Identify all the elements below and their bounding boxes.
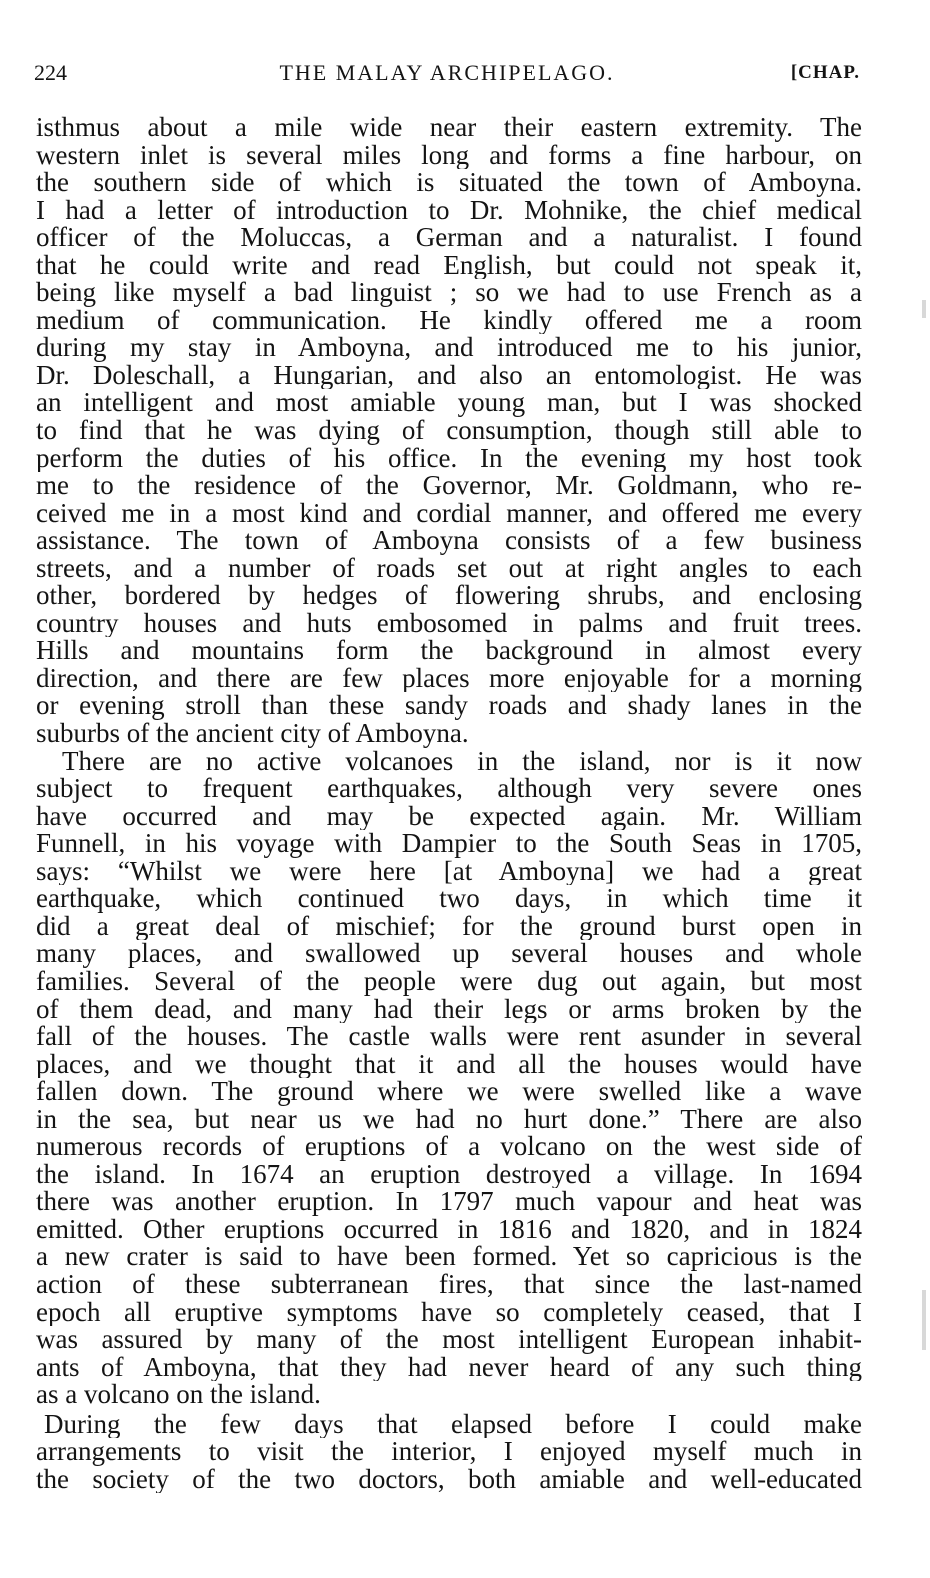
- text-line: a new crater is said to have been formed. Yet so capricious is the: [36, 1243, 862, 1271]
- text-line: says: “Whilst we were here [at Amboyna] we had a great: [36, 857, 862, 886]
- text-line: ceived me in a most kind and cordial manner, and offered me every: [36, 499, 862, 528]
- text-line: the island. In 1674 an eruption destroyed a village. In 1694: [36, 1160, 862, 1189]
- running-head: [34, 56, 860, 90]
- scan-edge-mark: [922, 300, 926, 318]
- text-line: places, and we thought that it and all the houses would have: [36, 1050, 862, 1079]
- text-line: have occurred and may be expected again. Mr. William: [36, 802, 862, 831]
- text-line: western inlet is several miles long and forms a fine harbour, on: [36, 141, 862, 170]
- text-line: Dr. Doleschall, a Hungarian, and also an entomologist. He was: [36, 361, 862, 390]
- text-line: fallen down. The ground where we were swelled like a wave: [36, 1078, 862, 1106]
- text-line: arrangements to visit the interior, I enjoyed myself much in: [36, 1438, 862, 1466]
- text-line: Hills and mountains form the background in almost every: [36, 637, 862, 665]
- text-line: the southern side of which is situated the town of Amboyna.: [36, 169, 862, 197]
- chapter-mark: [CHAP.: [790, 62, 860, 83]
- text-line: assistance. The town of Amboyna consists of a few business: [36, 527, 862, 555]
- text-line: numerous records of eruptions of a volcano on the west side of: [36, 1133, 862, 1161]
- text-line: isthmus about a mile wide near their eastern extremity. The: [36, 114, 862, 142]
- text-line: ants of Amboyna, that they had never heard of any such thing: [36, 1353, 862, 1382]
- running-title: THE MALAY ARCHIPELAGO.: [279, 60, 615, 85]
- text-line: officer of the Moluccas, a German and a naturalist. I found: [36, 224, 862, 252]
- paragraph-1: [36, 114, 862, 748]
- text-line: other, bordered by hedges of flowering shrubs, and enclosing: [36, 582, 862, 610]
- text-line: Funnell, in his voyage with Dampier to the South Seas in 1705,: [36, 830, 862, 858]
- text-line: as a volcano on the island.: [36, 1381, 321, 1409]
- text-line: subject to frequent earthquakes, although very severe ones: [36, 775, 862, 803]
- text-line: there was another eruption. In 1797 much vapour and heat was: [36, 1188, 862, 1216]
- text-line: perform the duties of his office. In the evening my host took: [36, 444, 862, 473]
- text-line: During the few days that elapsed before I could make: [44, 1410, 862, 1439]
- text-line: in the sea, but near us we had no hurt done.” There are also: [36, 1105, 862, 1134]
- text-line: was assured by many of the most intelligent European inhabit-: [36, 1326, 862, 1354]
- text-line: earthquake, which continued two days, in which time it: [36, 885, 862, 913]
- text-line: did a great deal of mischief; for the ground burst open in: [36, 912, 862, 941]
- text-line: medium of communication. He kindly offered me a room: [36, 306, 862, 335]
- text-line: being like myself a bad linguist ; so we had to use French as a: [36, 279, 862, 307]
- text-line: the society of the two doctors, both amiable and well-educated: [36, 1465, 862, 1494]
- text-line: action of these subterranean fires, that since the last-named: [36, 1270, 862, 1299]
- text-line: epoch all eruptive symptoms have so completely ceased, that I: [36, 1298, 862, 1327]
- paragraph-2: [36, 748, 862, 1409]
- text-line: an intelligent and most amiable young man, but I was shocked: [36, 389, 862, 418]
- text-line: me to the residence of the Governor, Mr. Goldmann, who re-: [36, 472, 862, 500]
- text-line: during my stay in Amboyna, and introduced me to his junior,: [36, 334, 862, 362]
- text-line: families. Several of the people were dug out again, but most: [36, 967, 862, 996]
- text-line: I had a letter of introduction to Dr. Mohnike, the chief medical: [36, 196, 862, 225]
- text-line: suburbs of the ancient city of Amboyna.: [36, 720, 469, 748]
- text-line: of them dead, and many had their legs or arms broken by the: [36, 995, 862, 1024]
- paragraph-3: [36, 1411, 862, 1494]
- text-line: emitted. Other eruptions occurred in 1816 and 1820, and in 1824: [36, 1215, 862, 1244]
- text-line: There are no active volcanoes in the island, nor is it now: [62, 747, 862, 776]
- page-number: 224: [34, 60, 67, 85]
- text-line: country houses and huts embosomed in palms and fruit trees.: [36, 609, 862, 638]
- text-line: to find that he was dying of consumption, though still able to: [36, 417, 862, 445]
- text-line: many places, and swallowed up several houses and whole: [36, 940, 862, 968]
- text-line: or evening stroll than these sandy roads and shady lanes in the: [36, 692, 862, 721]
- scan-edge-mark: [922, 1290, 926, 1350]
- text-line: that he could write and read English, but could not speak it,: [36, 251, 862, 280]
- body-text: [36, 114, 862, 1493]
- text-line: fall of the houses. The castle walls were rent asunder in several: [36, 1023, 862, 1051]
- text-line: direction, and there are few places more enjoyable for a morning: [36, 664, 862, 693]
- text-line: streets, and a number of roads set out at right angles to each: [36, 554, 862, 583]
